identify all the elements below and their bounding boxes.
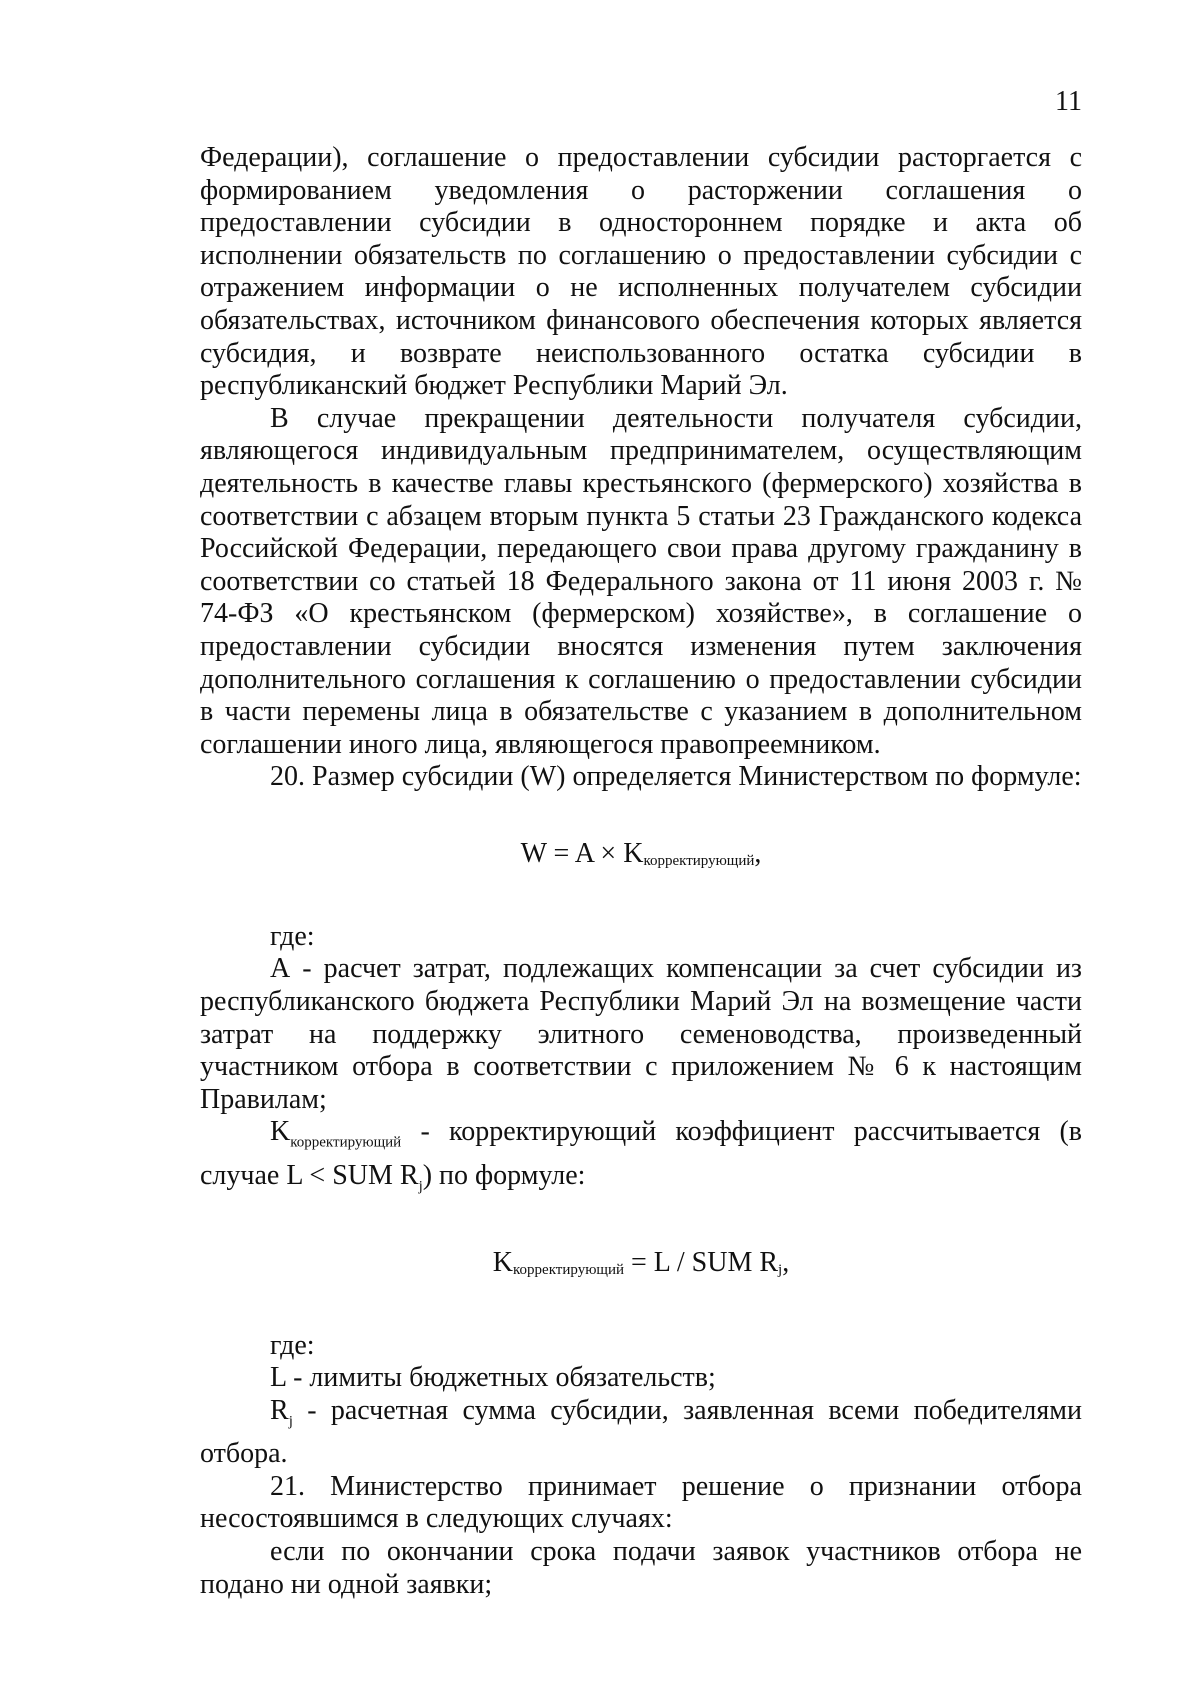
formula-subsidy-tail: , — [754, 837, 762, 869]
where-label-1: где: — [270, 920, 315, 952]
definition-k-text1: - корректирующий коэффициент рассчитывается (в случае L < SUM R — [200, 1116, 1082, 1191]
paragraph-20-subsidy-size: 20. Размер субсидии (W) определяется Министерством по формуле: — [270, 761, 1082, 793]
definition-k-symbol: K — [270, 1116, 291, 1148]
formula-coefficient-sub-j: j — [778, 1261, 783, 1278]
paragraph-21-case-1: если по окончании срока подачи заявок участников отбора не подано ни одной заявки; — [200, 1535, 1082, 1600]
paragraph-21: 21. Министерство принимает решение о признании отбора несостоявшимся в следующих случаях: — [200, 1470, 1082, 1535]
definition-k — [200, 1116, 1082, 1202]
page-number: 11 — [1055, 86, 1082, 117]
formula-subsidy — [200, 838, 1082, 877]
paragraph-federation-termination: Федерации), соглашение о предоставлении субсидии расторгается с формированием уведомления о расторжении соглашения о предоставлении субсидии в одностороннем порядке и акта об исполнении обязательств по соглашению о предоставлении субсидии с отражением информации о не исполненных получателем субсидии обязательствах, источником финансового обеспечения которых является субсидия, и возврате неиспользованного остатка субсидии в республиканский бюджет Республики Марий Эл. — [200, 142, 1082, 402]
definition-r — [200, 1395, 1082, 1471]
formula-coefficient-symbol: K — [492, 1246, 514, 1278]
document-body — [200, 142, 1082, 1601]
definition-l: L - лимиты бюджетных обязательств; — [270, 1362, 716, 1394]
definition-k-text2: ) по формуле: — [422, 1159, 586, 1191]
formula-coefficient-rhs: = L / SUM R — [624, 1246, 779, 1278]
formula-subsidy-lhs: W = A × K — [520, 837, 644, 869]
definition-r-text: - расчетная сумма субсидии, заявленная всеми победителями отбора. — [200, 1395, 1082, 1470]
paragraph-farmer-termination: В случае прекращении деятельности получателя субсидии, являющегося индивидуальным предпринимателем, осуществляющим деятельность в качестве главы крестьянского (фермерского) хозяйства в соответствии с абзацем вторым пункта 5 статьи 23 Гражданского кодекса Российской Федерации, передающего свои права другому гражданину в соответствии со статьей 18 Федерального закона от 11 июня 2003 г. № 74-ФЗ «О крестьянском (фермерском) хозяйстве», в соглашение о предоставлении субсидии вносятся изменения путем заключения дополнительного соглашения к соглашению о предоставлении субсидии в части перемены лица в обязательстве с указанием в дополнительном соглашении иного лица, являющегося правопреемником. — [200, 402, 1082, 760]
definition-a: А - расчет затрат, подлежащих компенсации за счет субсидии из республиканского бюджета Республики Марий Эл на возмещение части затрат на поддержку элитного семеноводства, произведенный участником отбора в соответствии с приложением № 6 к настоящим Правилам; — [200, 953, 1082, 1115]
definition-r-sub-j: j — [288, 1413, 293, 1430]
where-label-2: где: — [270, 1329, 315, 1361]
definition-k-sub: корректирующий — [290, 1135, 402, 1152]
formula-coefficient-sub: корректирующий — [513, 1261, 625, 1278]
definition-r-symbol: R — [270, 1395, 289, 1426]
definition-k-sub-j: j — [418, 1178, 423, 1195]
formula-subsidy-sub: корректирующий — [643, 852, 755, 869]
formula-coefficient — [200, 1247, 1082, 1286]
formula-coefficient-tail: , — [782, 1246, 790, 1278]
